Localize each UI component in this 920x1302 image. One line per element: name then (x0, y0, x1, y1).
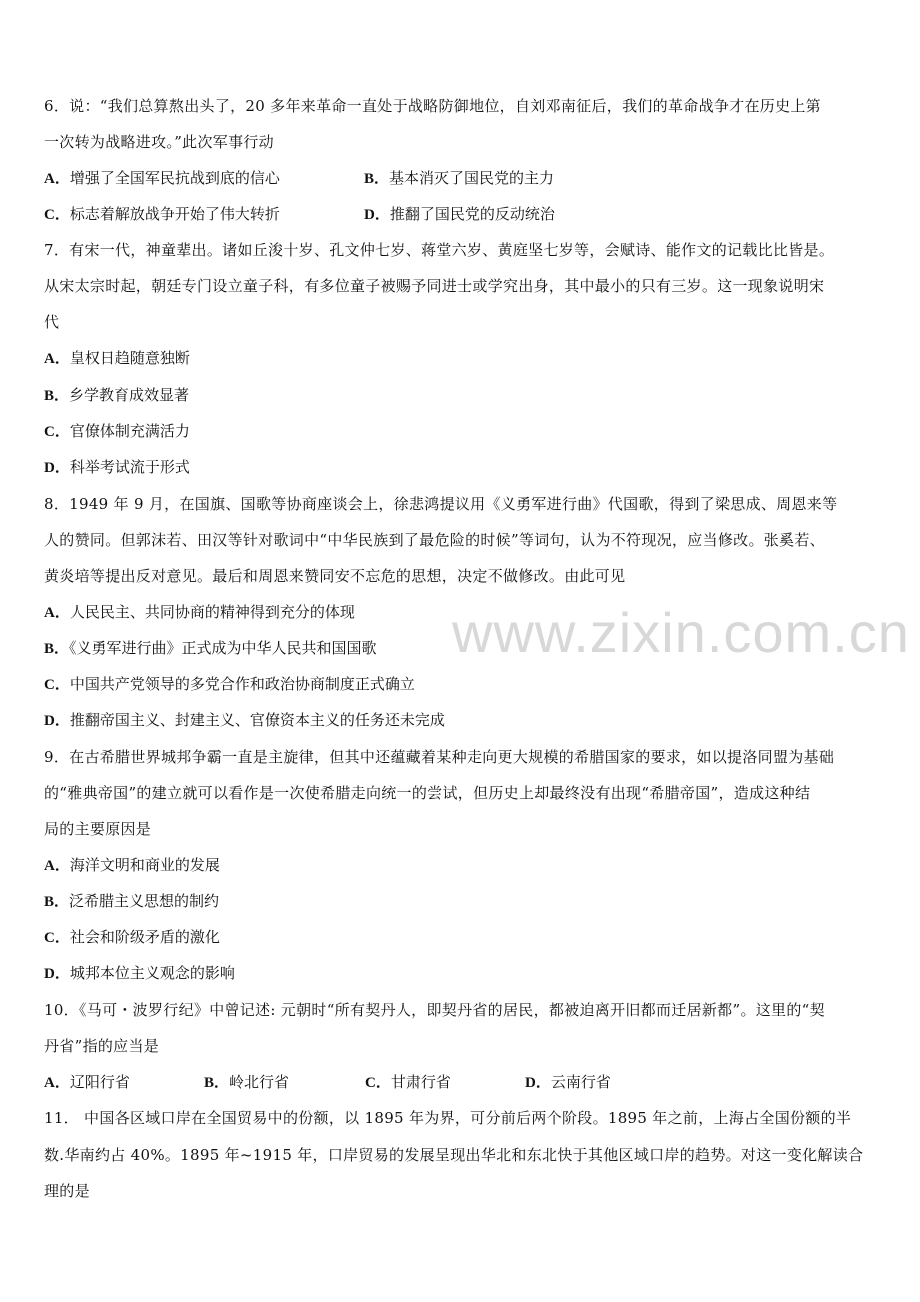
q6-option-c-text: 标志着解放战争开始了伟大转折 (69, 205, 280, 223)
q7-option-b-key: B． (44, 388, 70, 404)
q9-stem-line-1: 9．在古希腊世界城邦争霸一直是主旋律，但其中还蕴藏着某种走向更大规模的希腊国家的要求，如以提洛同盟为基础 (44, 748, 835, 766)
q9-stem-line-2: 的“雅典帝国”的建立就可以看作是一次使希腊走向统一的尝试，但历史上却最终没有出现“希腊帝国”，造成这种结 (44, 784, 811, 802)
q7-option-d-text: 科举考试流于形式 (69, 458, 190, 476)
q9-option-b-key: B． (44, 894, 70, 910)
q6-option-d[interactable] (364, 204, 555, 225)
q7-option-a-text: 皇权日趋随意独断 (69, 349, 190, 367)
q8-stem-line-2: 人的赞同。但郭沫若、田汉等针对歌词中“中华民族到了最危险的时候”等词句，认为不符现况，应当修改。张奚若、 (44, 531, 825, 549)
q7-stem-line-2: 从宋太宗时起，朝廷专门设立童子科，有多位童子被赐予同进士或学究出身，其中最小的只有三岁。这一现象说明宋 (44, 277, 825, 295)
q8-option-a-text: 人民民主、共同协商的精神得到充分的体现 (69, 603, 355, 621)
q8-option-c[interactable] (44, 674, 415, 695)
q9-option-c[interactable] (44, 927, 220, 948)
q10-option-a-text: 辽阳行省 (69, 1073, 130, 1091)
q10-option-a[interactable] (44, 1072, 130, 1093)
q6-stem-line-2: 一次转为战略进攻。”此次军事行动 (44, 133, 274, 151)
q7-option-b-text: 乡学教育成效显著 (69, 386, 190, 404)
q8-option-a[interactable] (44, 602, 355, 623)
q10-option-b[interactable] (204, 1072, 289, 1093)
q6-option-d-text: 推翻了国民党的反动统治 (389, 205, 555, 223)
q8-option-d-key: D． (44, 713, 70, 729)
q8-option-d-text: 推翻帝国主义、封建主义、官僚资本主义的任务还未完成 (69, 711, 445, 729)
q6-option-a-text: 增强了全国军民抗战到底的信心 (69, 169, 280, 187)
q6-option-a-key: A． (44, 171, 70, 187)
q8-option-a-key: A． (44, 605, 70, 621)
q10-option-c[interactable] (365, 1072, 451, 1093)
q10-option-b-text: 岭北行省 (229, 1073, 290, 1091)
q11-stem-line-1: 11． 中国各区域口岸在全国贸易中的份额，以 1895 年为界，可分前后两个阶段。1895 年之前，上海占全国份额的半 (44, 1109, 852, 1127)
q7-option-d[interactable] (44, 457, 190, 478)
q8-option-b[interactable] (44, 638, 377, 659)
q6-option-b-key: B． (364, 171, 390, 187)
q11-stem-line-3: 理的是 (44, 1182, 90, 1200)
q9-stem-line-3: 局的主要原因是 (44, 820, 152, 838)
q10-stem-line-1: 10．《马可・波罗行纪》中曾记述: 元朝时“所有契丹人，即契丹省的居民，都被迫离开旧都而迁居新都”。这里的“契 (44, 1001, 825, 1019)
q7-option-d-key: D． (44, 460, 70, 476)
q7-option-a[interactable] (44, 348, 190, 369)
q6-option-b[interactable] (364, 168, 554, 189)
q6-option-d-key: D． (364, 207, 390, 223)
q6-option-c-key: C． (44, 207, 70, 223)
q10-option-d-key: D． (525, 1075, 551, 1091)
q9-option-c-key: C． (44, 930, 70, 946)
q9-option-a-text: 海洋文明和商业的发展 (69, 856, 220, 874)
q8-option-b-text: 《义勇军进行曲》正式成为中华人民共和国国歌 (69, 639, 377, 657)
q10-option-d-text: 云南行省 (550, 1073, 611, 1091)
q8-option-b-key: B． (44, 641, 70, 657)
q10-stem-line-2: 丹省”指的应当是 (44, 1037, 160, 1055)
q7-option-c-key: C． (44, 424, 70, 440)
q10-option-a-key: A． (44, 1075, 70, 1091)
q6-option-a[interactable] (44, 168, 280, 189)
q11-stem-line-2: 数.华南约占 40%。1895 年~1915 年，口岸贸易的发展呈现出华北和东北快于其他区域口岸的趋势。对这一变化解读合 (44, 1146, 864, 1164)
q7-option-b[interactable] (44, 385, 189, 406)
q8-option-c-key: C． (44, 677, 70, 693)
q9-option-d[interactable] (44, 963, 235, 984)
q8-option-d[interactable] (44, 710, 445, 731)
q10-option-b-key: B． (204, 1075, 230, 1091)
q6-stem-line-1: 6．说：“我们总算熬出头了，20 多年来革命一直处于战略防御地位，自刘邓南征后，我们的革命战争才在历史上第 (44, 97, 821, 115)
q7-option-c[interactable] (44, 421, 190, 442)
q9-option-a-key: A． (44, 858, 70, 874)
q6-option-c[interactable] (44, 204, 280, 225)
q9-option-d-text: 城邦本位主义观念的影响 (69, 964, 235, 982)
q9-option-d-key: D． (44, 966, 70, 982)
q8-stem-line-3: 黄炎培等提出反对意见。最后和周恩来赞同安不忘危的思想，决定不做修改。由此可见 (44, 567, 626, 585)
q9-option-b-text: 泛希腊主义思想的制约 (69, 892, 220, 910)
q7-option-a-key: A． (44, 351, 70, 367)
q8-option-c-text: 中国共产党领导的多党合作和政治协商制度正式确立 (69, 675, 415, 693)
q9-option-c-text: 社会和阶级矛盾的激化 (69, 928, 220, 946)
q7-stem-line-1: 7．有宋一代，神童辈出。诸如丘浚十岁、孔文仲七岁、蒋堂六岁、黄庭坚七岁等，会赋诗、能作文的记载比比皆是。 (44, 241, 835, 259)
q7-option-c-text: 官僚体制充满活力 (69, 422, 190, 440)
q10-option-c-text: 甘肃行省 (390, 1073, 451, 1091)
watermark: www.zixin.com.cn (452, 601, 910, 664)
q10-option-c-key: C． (365, 1075, 391, 1091)
q8-stem-line-1: 8．1949 年 9 月，在国旗、国歌等协商座谈会上，徐悲鸿提议用《义勇军进行曲》代国歌，得到了梁思成、周恩来等 (44, 495, 838, 513)
q10-option-d[interactable] (525, 1072, 611, 1093)
q6-option-b-text: 基本消灭了国民党的主力 (389, 169, 555, 187)
q9-option-b[interactable] (44, 891, 219, 912)
q9-option-a[interactable] (44, 855, 220, 876)
q7-stem-line-3: 代 (44, 313, 60, 331)
